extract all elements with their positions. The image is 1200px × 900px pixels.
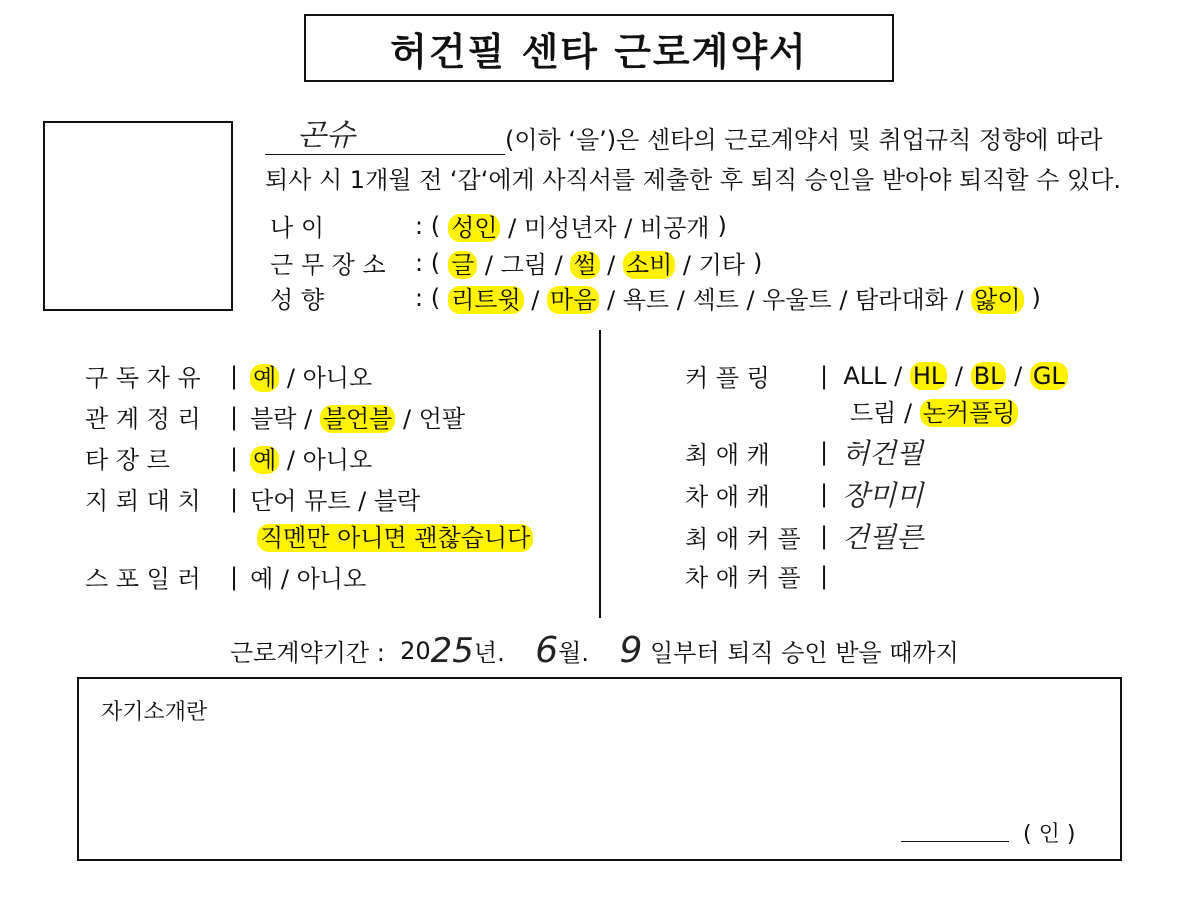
left-row bbox=[85, 481, 420, 516]
left-row-note: 직멘만 아니면 괜찮습니다 bbox=[257, 524, 533, 552]
option-separator: / bbox=[1006, 361, 1030, 390]
workplace-colon: : bbox=[415, 248, 424, 277]
orientation-label: 성 향 bbox=[270, 286, 324, 314]
left-row-option[interactable]: 아니오 bbox=[296, 565, 367, 593]
option-separator: / bbox=[886, 361, 910, 390]
left-row-option[interactable]: 예 bbox=[250, 565, 274, 593]
right-row-label: 차 애 커 플 bbox=[685, 564, 801, 592]
orientation-row bbox=[270, 280, 1041, 315]
option-separator: / bbox=[669, 286, 693, 314]
age-colon: : bbox=[415, 211, 424, 240]
option-separator: / bbox=[896, 399, 920, 427]
left-row bbox=[85, 399, 465, 434]
day-handwritten: 9 bbox=[619, 630, 643, 671]
left-row-options bbox=[250, 440, 372, 475]
option-separator: / bbox=[616, 214, 640, 242]
right-row-separator: | bbox=[820, 522, 829, 550]
option-separator: / bbox=[279, 446, 303, 474]
age-option[interactable]: 비공개 bbox=[639, 214, 710, 242]
left-row-options bbox=[250, 358, 372, 393]
right-row-value: 건필른 bbox=[842, 521, 924, 554]
photo-box bbox=[43, 121, 233, 311]
left-row-label: 스 포 일 러 bbox=[85, 565, 201, 593]
left-row-options bbox=[250, 481, 420, 516]
left-row-option[interactable]: 블언블 bbox=[320, 405, 396, 433]
left-row-option[interactable]: 아니오 bbox=[302, 364, 373, 392]
signature-line bbox=[265, 118, 505, 155]
contract-period-suffix: 일부터 퇴직 승인 받을 때까지 bbox=[650, 639, 959, 667]
option-separator: / bbox=[675, 251, 699, 279]
orientation-option[interactable]: 리트윗 bbox=[448, 286, 524, 314]
option-separator: / bbox=[273, 565, 297, 593]
month-unit: 월. bbox=[558, 639, 589, 667]
intro-line-2: 퇴사 시 1개월 전 ‘갑‘에게 사직서를 제출한 후 퇴직 승인을 받아야 퇴직할 수 있다. bbox=[265, 166, 1122, 194]
coupling-label: 커 플 링 bbox=[685, 364, 770, 392]
right-row-value: 장미미 bbox=[842, 479, 924, 512]
year-handwritten: 25 bbox=[430, 630, 474, 671]
right-row-separator: | bbox=[820, 561, 829, 590]
left-row-separator: | bbox=[230, 443, 239, 472]
orientation-close: ) bbox=[1031, 283, 1041, 312]
intro-text-1: (이하 ‘을’)은 센타의 근로계약서 및 취업규칙 정향에 따라 bbox=[505, 126, 1103, 154]
workplace-options bbox=[448, 245, 745, 280]
coupling-option[interactable]: ALL bbox=[843, 361, 887, 390]
option-separator: / bbox=[947, 286, 972, 314]
left-row-options bbox=[250, 559, 366, 594]
age-options bbox=[448, 208, 709, 243]
coupling-options-1 bbox=[843, 362, 1067, 390]
orientation-open: ( bbox=[430, 283, 441, 312]
right-row-separator: | bbox=[820, 438, 829, 466]
option-separator: / bbox=[477, 251, 501, 279]
left-row-label: 구 독 자 유 bbox=[85, 364, 201, 392]
option-separator: / bbox=[947, 361, 971, 390]
left-row-option[interactable]: 언팔 bbox=[418, 405, 466, 433]
coupling-option[interactable]: BL bbox=[971, 362, 1007, 390]
left-row-option[interactable]: 블락 bbox=[250, 405, 297, 433]
option-separator: / bbox=[599, 286, 623, 314]
orientation-option[interactable]: 마음 bbox=[547, 286, 599, 314]
coupling-option[interactable]: GL bbox=[1030, 362, 1068, 390]
left-row-note-wrap bbox=[257, 518, 533, 553]
right-row bbox=[685, 558, 842, 593]
contract-period bbox=[230, 630, 959, 671]
orientation-option[interactable]: 섹트 bbox=[692, 286, 739, 314]
year-unit: 년. bbox=[473, 639, 505, 667]
contract-period-label: 근로계약기간 : bbox=[230, 639, 385, 667]
workplace-row bbox=[270, 245, 762, 280]
workplace-option[interactable]: 썰 bbox=[570, 251, 599, 279]
right-row bbox=[685, 516, 923, 556]
signature: 곤슈 bbox=[297, 118, 355, 153]
age-option[interactable]: 성인 bbox=[448, 214, 500, 242]
left-row-option[interactable]: 예 bbox=[250, 446, 279, 474]
orientation-options bbox=[448, 280, 1023, 315]
coupling-option[interactable]: 드림 bbox=[850, 399, 897, 427]
right-row-label: 최 애 커 플 bbox=[685, 524, 801, 553]
self-intro-label: 자기소개란 bbox=[101, 700, 208, 725]
option-separator: / bbox=[296, 405, 320, 433]
orientation-option[interactable]: 탐라대화 bbox=[855, 286, 948, 314]
coupling-option[interactable]: HL bbox=[910, 362, 947, 390]
month-handwritten: 6 bbox=[535, 630, 559, 671]
age-row bbox=[270, 208, 727, 243]
left-row bbox=[85, 440, 372, 475]
left-row-label: 타 장 르 bbox=[85, 446, 170, 474]
left-row-option[interactable]: 예 bbox=[250, 364, 279, 392]
right-row bbox=[685, 474, 923, 514]
coupling-option[interactable]: 논커플링 bbox=[920, 399, 1019, 427]
option-separator: / bbox=[395, 405, 419, 433]
left-row-separator: | bbox=[230, 562, 239, 591]
right-row-value: 허건필 bbox=[842, 437, 924, 470]
left-row-label: 지 뢰 대 치 bbox=[85, 487, 201, 515]
left-row-option[interactable]: 블락 bbox=[373, 487, 421, 515]
coupling-sep: | bbox=[820, 361, 829, 390]
intro-line-1 bbox=[265, 120, 1102, 155]
left-row-separator: | bbox=[230, 484, 239, 513]
coupling-row-2 bbox=[850, 393, 1018, 428]
left-row bbox=[85, 559, 366, 594]
option-separator: / bbox=[831, 286, 856, 314]
option-separator: / bbox=[547, 251, 571, 279]
age-label: 나 이 bbox=[270, 214, 324, 242]
option-separator: / bbox=[738, 286, 763, 314]
orientation-option[interactable]: 우울트 bbox=[762, 286, 832, 314]
option-separator: / bbox=[523, 286, 548, 314]
option-separator: / bbox=[500, 214, 524, 242]
self-intro-box bbox=[77, 677, 1122, 861]
age-option[interactable]: 미성년자 bbox=[523, 214, 617, 242]
section-divider bbox=[599, 330, 601, 618]
left-row-option[interactable]: 단어 뮤트 bbox=[250, 487, 351, 515]
left-row-option[interactable]: 아니오 bbox=[302, 446, 373, 474]
right-row-label: 차 애 캐 bbox=[685, 482, 770, 511]
workplace-open: ( bbox=[430, 248, 441, 277]
left-row-label: 관 계 정 리 bbox=[85, 405, 201, 433]
left-row-options bbox=[250, 399, 465, 434]
coupling-options-2 bbox=[850, 393, 1018, 428]
option-separator: / bbox=[279, 364, 303, 392]
coupling-row bbox=[685, 358, 1068, 393]
workplace-option[interactable]: 기타 bbox=[698, 251, 745, 279]
left-row-separator: | bbox=[230, 402, 239, 431]
orientation-colon: : bbox=[415, 283, 424, 312]
seal-mark: ( 인 ) bbox=[1023, 822, 1076, 847]
left-row-separator: | bbox=[230, 361, 239, 390]
workplace-option[interactable]: 글 bbox=[448, 251, 477, 279]
workplace-option[interactable]: 그림 bbox=[500, 251, 548, 279]
right-row bbox=[685, 432, 923, 472]
workplace-option[interactable]: 소비 bbox=[623, 251, 675, 279]
option-separator: / bbox=[350, 487, 374, 515]
orientation-option[interactable]: 앓이 bbox=[971, 286, 1023, 314]
year-prefix: 20 bbox=[400, 636, 431, 665]
seal-line bbox=[901, 841, 1009, 842]
option-separator: / bbox=[599, 251, 623, 279]
age-close: ) bbox=[717, 211, 727, 240]
right-row-label: 최 애 캐 bbox=[685, 440, 770, 469]
workplace-label: 근 무 장 소 bbox=[270, 251, 386, 279]
left-row bbox=[85, 358, 372, 393]
document-title: 허건필 센타 근로계약서 bbox=[304, 14, 894, 82]
workplace-close: ) bbox=[752, 248, 763, 277]
age-open: ( bbox=[430, 211, 441, 240]
orientation-option[interactable]: 욕트 bbox=[622, 286, 670, 314]
right-row-separator: | bbox=[820, 480, 829, 508]
